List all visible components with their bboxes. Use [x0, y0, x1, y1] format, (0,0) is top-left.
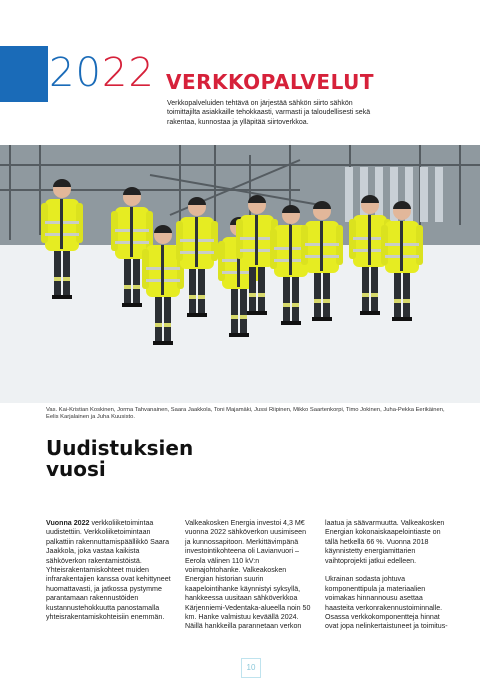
- article-column-1: [46, 519, 174, 632]
- page-number: 10: [241, 658, 261, 678]
- year-heading: [49, 49, 155, 97]
- header-accent-block: [0, 46, 48, 102]
- paragraph: [46, 519, 174, 622]
- headline-line-2: vuosi: [46, 457, 106, 481]
- section-title: VERKKOPALVELUT: [166, 70, 374, 94]
- year-suffix: 22: [101, 50, 155, 96]
- team-photo-illustration: [0, 145, 480, 403]
- lead-bold-text: Vuonna 2022: [46, 519, 90, 527]
- paragraph-text: verkkoliiketoimintaa uudistettiin. Verkkoliiketoimintaan palkattiin rakennuttamispäällikkö Saara Jaakkola, joka vastaa kaikista sähköverkon rakentamistöistä. Yhteisrakentamiskohteet muiden infrarakentajien kanssa ovat kehittyneet huomattavasti, ja jatkossa pystymme parantamaan rakennustöiden kustannustehokkuutta panostamalla yhteisrakentamiskohteisiin enemmän.: [46, 519, 171, 622]
- intro-paragraph: Verkkopalveluiden tehtävä on järjestää sähkön siirto sähkön toimittajilta asiakkaille tehokkaasti, varmasti ja taloudellisesti sekä rakentaa, kunnostaa ja ylläpitää siirtoverkkoa.: [167, 100, 371, 126]
- paragraph: Valkeakosken Energia investoi 4,3 M€ vuonna 2022 sähköverkon uusimiseen ja kunnossapitoon. Merkittävimpänä investointikohteena oli Lavianvuori – Eerola välinen 110 kV:n voimajohtohanke. Valkeakosken Energian historian suurin kaapelointihanke käynnistyi syksyllä, hankkeessa uusitaan sähköverkkoa Kärjenniemi-Vedentaka-alueella noin 50 km. Hanke valmistuu keväällä 2024. Näillä hankkeilla parannetaan verkon: [185, 519, 311, 631]
- article-column-2: [185, 519, 313, 641]
- paragraph: Ukrainan sodasta johtuva komponenttipula ja materiaalien voimakas hinnannousu asettaa haasteita verkonrakennustoiminnalle. Osassa verkkokomponentteja hinnat ovat jopa nelinkertaistuneet ja toimitus-: [325, 575, 448, 631]
- year-prefix: 20: [49, 50, 102, 96]
- photo-caption: Vas. Kai-Kristian Koskinen, Jorma Tahvanainen, Saara Jaakkola, Toni Majamäki, Jussi Riipinen, Mikko Saartenkorpi, Timo Jokinen, Juha-Pekka Eerikäinen, Eelis Karjalainen ja Juha Kuusisto.: [46, 407, 445, 421]
- headline-line-1: Uudistuksien: [46, 436, 194, 460]
- article-column-3: [325, 519, 453, 641]
- paragraph: laatua ja säävarmuutta. Valkeakosken Energian kokonaiskaapelointiaste on tällä hetkellä 66 %. Vuonna 2018 käynnistetty energiamittarien vaihtoprojekti jatkui edelleen.: [325, 519, 445, 565]
- article-headline: [46, 438, 193, 480]
- team-photo: [0, 145, 480, 403]
